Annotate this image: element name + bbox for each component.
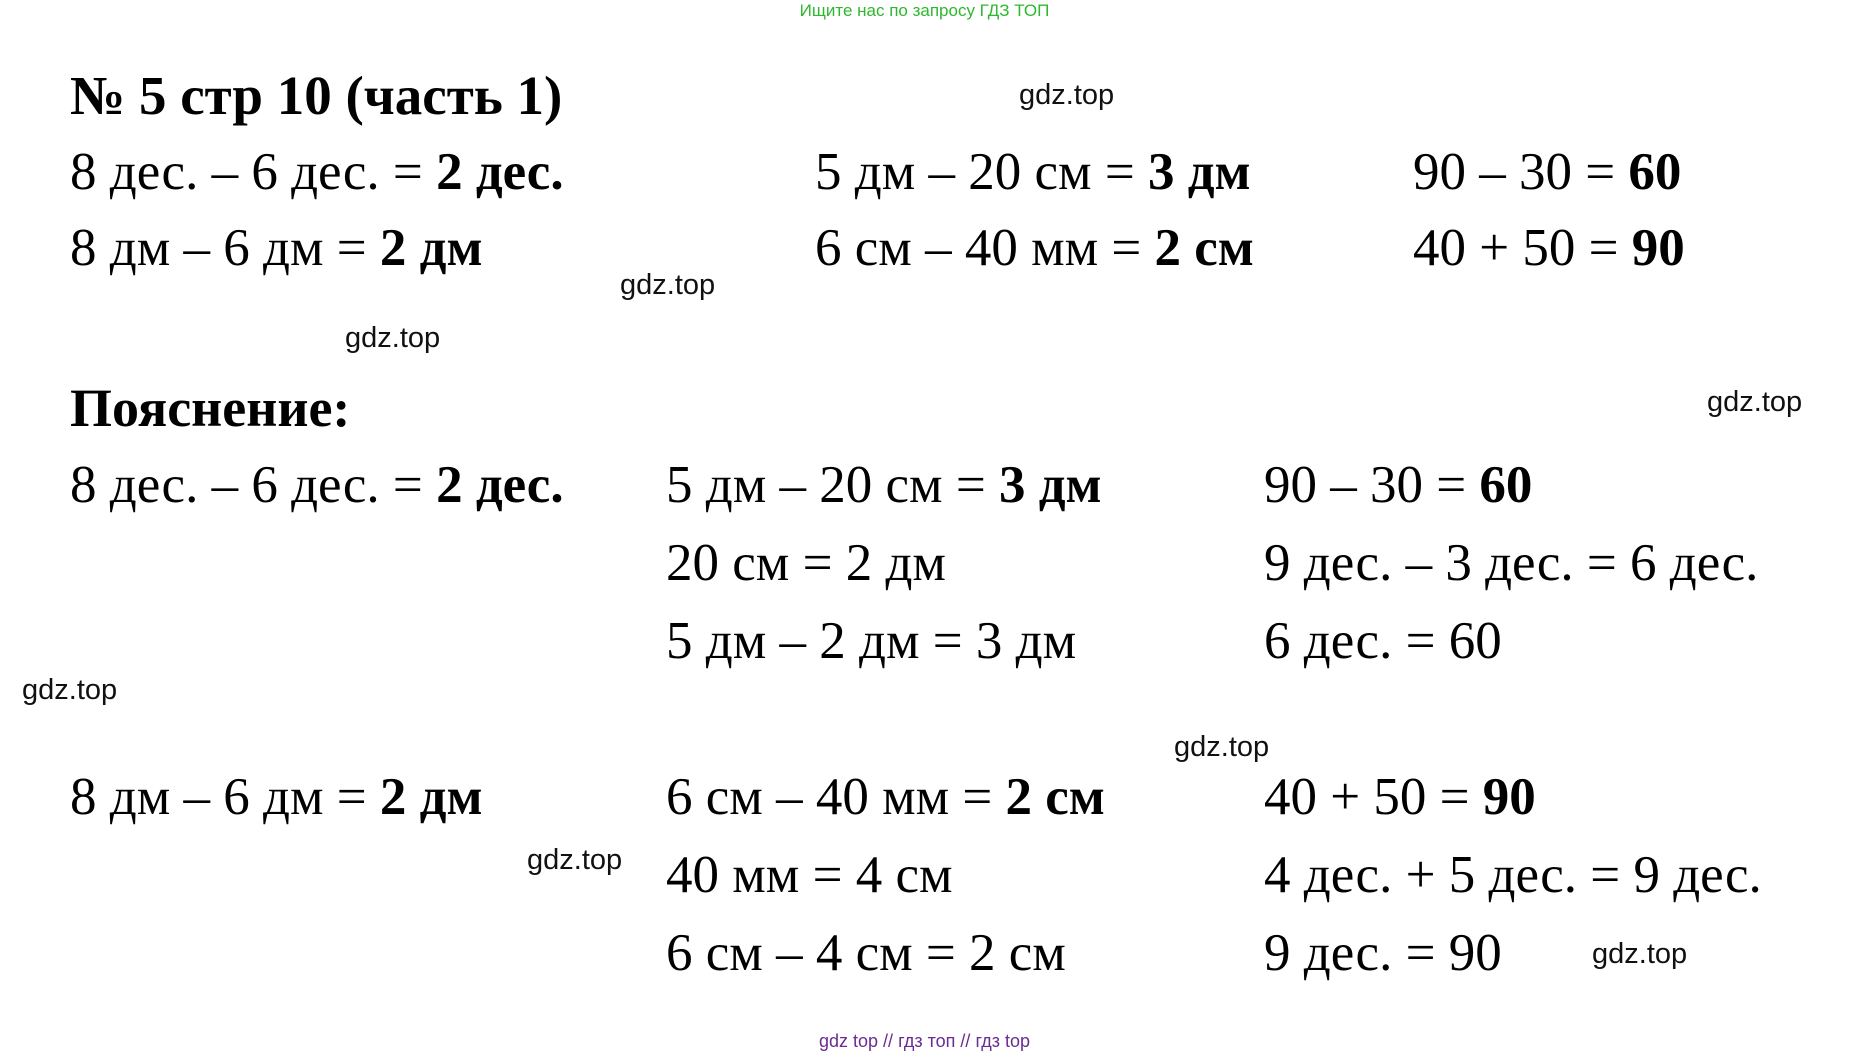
watermark: gdz.top [620, 269, 716, 301]
answer-line [815, 218, 1254, 278]
answer-result: 3 дм [1147, 143, 1251, 201]
explanation-line [1264, 455, 1532, 515]
answer-line [70, 142, 564, 202]
answer-result: 90 [1631, 219, 1685, 277]
answer-expression: 90 – 30 = [1413, 143, 1629, 201]
answer-result: 2 дм [379, 219, 483, 277]
explanation-result: 3 дм [998, 456, 1102, 514]
watermark: gdz.top [345, 322, 441, 354]
explanation-line [1264, 767, 1536, 827]
top-banner: Ищите нас по запросу ГДЗ ТОП [799, 1, 1050, 20]
footer-separator: // [960, 1031, 971, 1051]
explanation-step: 20 см = 2 дм [666, 534, 946, 592]
explanation-result: 2 см [1005, 768, 1105, 826]
explanation-heading: Пояснение: [70, 378, 351, 438]
answer-expression: 40 + 50 = [1413, 219, 1632, 277]
explanation-step: 6 дес. = 60 [1264, 612, 1502, 670]
explanation-result: 90 [1482, 768, 1536, 826]
answer-expression: 8 дм – 6 дм = [70, 219, 380, 277]
explanation-expression: 40 + 50 = [1264, 768, 1483, 826]
answer-result: 2 дес. [436, 143, 564, 201]
answer-line [70, 218, 483, 278]
explanation-expression: 90 – 30 = [1264, 456, 1480, 514]
footer-link[interactable]: гдз топ [898, 1031, 956, 1051]
answer-result: 60 [1628, 143, 1682, 201]
answer-expression: 6 см – 40 мм = [815, 219, 1155, 277]
answer-line [815, 142, 1251, 202]
explanation-step: 4 дес. + 5 дес. = 9 дес. [1264, 846, 1762, 904]
page-title: № 5 стр 10 (часть 1) [70, 65, 563, 126]
footer-separator: // [883, 1031, 894, 1051]
explanation-step: 6 см – 4 см = 2 см [666, 924, 1066, 982]
answer-line [1413, 142, 1681, 202]
answer-result: 2 см [1154, 219, 1254, 277]
explanation-result: 2 дм [379, 768, 483, 826]
watermark: gdz.top [1019, 79, 1115, 111]
watermark: gdz.top [1707, 386, 1803, 418]
explanation-expression: 6 см – 40 мм = [666, 768, 1006, 826]
explanation-line [70, 455, 564, 515]
explanation-expression: 5 дм – 20 см = [666, 456, 999, 514]
explanation-line [666, 767, 1105, 827]
explanation-result: 2 дес. [436, 456, 564, 514]
answer-line [1413, 218, 1685, 278]
explanation-result: 60 [1479, 456, 1533, 514]
watermark: gdz.top [1592, 938, 1688, 970]
footer-link[interactable]: gdz top [818, 1031, 879, 1051]
footer [0, 1031, 1849, 1051]
explanation-expression: 8 дес. – 6 дес. = [70, 456, 437, 514]
answer-expression: 5 дм – 20 см = [815, 143, 1148, 201]
watermark: gdz.top [1174, 731, 1270, 763]
explanation-step: 9 дес. – 3 дес. = 6 дес. [1264, 534, 1759, 592]
explanation-step: 40 мм = 4 см [666, 846, 953, 904]
watermark: gdz.top [22, 674, 118, 706]
footer-link[interactable]: гдз top [975, 1031, 1030, 1051]
explanation-line [70, 767, 483, 827]
explanation-step: 5 дм – 2 дм = 3 дм [666, 612, 1077, 670]
explanation-line [666, 455, 1102, 515]
explanation-step: 9 дес. = 90 [1264, 924, 1502, 982]
answer-expression: 8 дес. – 6 дес. = [70, 143, 437, 201]
watermark: gdz.top [527, 844, 623, 876]
explanation-expression: 8 дм – 6 дм = [70, 768, 380, 826]
